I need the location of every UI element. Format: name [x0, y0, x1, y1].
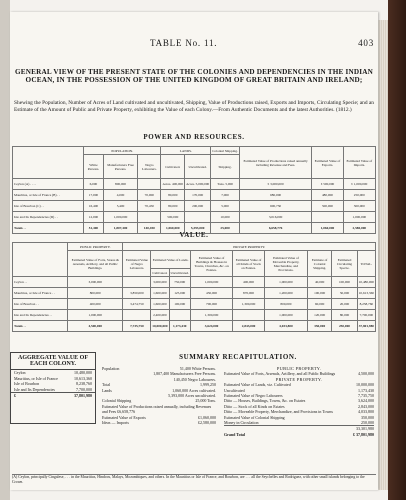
white-header: White Persons. [84, 155, 104, 179]
aggregate-total: £ 37,801,980 [11, 392, 95, 399]
table-row: Isle of Bourbon . . 400,000 3,474,750 1,600,000 100,000 700,000 1,300,000 800,000 60,000 20,000 8,238,760 [13, 299, 376, 310]
power-table [12, 146, 376, 234]
population-header: POPULATION. [84, 147, 161, 155]
aggregate-box [10, 352, 96, 424]
private-property-title: PRIVATE PROPERTY. [275, 376, 323, 382]
list-item: Mauritius, or Isle of France 10,613,360 [14, 375, 92, 381]
list-item: Isle and Its Dependencies 7,700,000 [14, 386, 92, 392]
aggregate-title: AGGREGATE VALUE OF EACH COLONY. [11, 353, 95, 370]
table-row: Isle of Bourbon (C) . . 16,400 5,400 70,450 80,000 200,000 5,000 600,730 500,000 300,000 [13, 201, 376, 212]
page-number: 403 [358, 38, 374, 48]
intro-paragraph: Shewing the Population, Number of Acres of Land cultivated and uncultivated, Shipping, Value of Productions raised, Exports and Imports, Circulating Specie; and an Estimate of the Amount of Public and Private Property, exhibiting the Value of each Colony.—From Authentic Documents and the latest Authorities. (1812.) [14, 100, 374, 113]
table-row: Mauritius, or Isle of France (B) . . 17,000 4,000 70,000 80,000 170,000 7,000 680,000 480,000 250,000 [13, 190, 376, 201]
private-total: 33,301,980 [356, 426, 374, 432]
table-row: Mauritius, or Isle of France . . 800,000 3,850,000 1,600,000 125,000 430,000 870,000 1,200,000 100,000 50,000 10,613,360 [13, 288, 376, 299]
private-property-header: PRIVATE PROPERTY. [123, 243, 376, 251]
summary-heading: SUMMARY RECAPITULATION. [179, 353, 297, 361]
shipping-subheader: Shipping. [211, 155, 240, 179]
book-page [10, 12, 378, 490]
table-row: Isle and Its Dependencies (D) . . 12,000 1,000,000 500,000 10,000 3,016,000 1,000,000 [13, 212, 376, 223]
productions-header: Estimated Value of Productions raised annually including Revenue and Fees. [239, 147, 311, 179]
value-table: PUBLIC PROPERTY. PRIVATE PROPERTY. Estimated Value of Forts, Stores & Arsenals, Artillery, and all Public Buildings. Estimated Value of Negro Labourers. Estimated Value of Lands. Estimated Value of Buildings & Houses in Towns, Churches, &c. on Estates. Estimated Value of all Kinds of Stock on Estates. Estimated Value of Moveable Property, Merchandize, and Provisions. Estimate of Colonial Shipping. Estimated Circulating Specie. TOTAL. Cultivated. Uncultivated. Ceylon . . 3,000,000 3,000,000 750,000 1,000,000 400,000 1,000,000 40,000 100,000 10,480,000 Mauritius, or Isle of France . . 800,000 3,850,000 1,600,000 125,000 430,000 870,000 1,200,000 100,000 50,000 10,613,360 Isle of Bourbon . . 400,000 3,474,750 1,600,000 100,000 700,000 1,300,000 800,000 60,000 20,000 8,238,760 Isle and Its Dependencies . . 1,000,000 2,400,000 1,300,000 1,000,000 120,000 80,000 7,700,000 Totals . . 4,500,000 7,735,750 10,000,000 1,173,430 3,624,000 2,843,000 4,033,800 350,000 250,000 37,801,980 [12, 242, 376, 332]
negro-header: Negro Labourers. [138, 155, 161, 179]
cultivated-header: Cultivated. [161, 155, 185, 179]
totals-row: Totals . . 51,400 1,807,400 140,450 1,060,000 5,393,000 25,000 6,658,776 1,060,000 2,580,000 [13, 223, 376, 234]
list-item: Isle of Bourbon 8,238,760 [14, 381, 92, 387]
summary-left: Population 51,400 White Persons. 1,807,400 Manufacturers Free Persons. 140,450 Negro Labourers. Total 1,999,250 Lands 1,060,000 Acres cultivated. 5,393,000 Acres uncultivated. Colonial Shipping 25,000 Tons. Estimated Value of Productions raised annually, including Revenues and Fees £6,658,776 Estimated Value of Exports £1,060,000 Ideas — Imports £2,580,000 [102, 366, 216, 426]
summary-right: PUBLIC PROPERTY. Estimated Value of Forts, Arsenals, Artillery, and all Public Buildings 4,500,000 PRIVATE PROPERTY. Estimated Value of Lands, viz. Cultivated 10,000,000 Uncultivated 1,173,430 Estimated Value of Negro Labourers 7,735,750 Ditto — Houses, Buildings, Towns, &c. on Estates 3,624,000 Ditto — Stock of all Kinds on Estates 2,843,000 Ditto — Moveable Property, Merchandize, and Provisions in Towns 4,033,800 Estimated Value of Colonial Shipping 350,000 Money in Circulation 250,000 33,301,980 Grand Total £ 37,801,980 [224, 366, 374, 437]
public-property-title: PUBLIC PROPERTY. [276, 366, 322, 371]
exports-header: Estimated Value of Exports. [312, 147, 343, 179]
public-property-header: PUBLIC PROPERTY. [68, 243, 123, 251]
shipping-header: Colonial Shipping. [212, 148, 238, 153]
table-title: TABLE No. 11. [150, 38, 218, 48]
footnote: (A) Ceylon, principally Cingalese, . . . in the Mauritius, Hindoos, Malays, Mozambiques, and others. In the Mauritius or Isle of France, and Bourbon, are . . . all the Seychelles and Rodriguez, with other small islands belonging to the Crown. [12, 474, 376, 485]
book-cover [388, 0, 406, 500]
power-heading: POWER AND RESOURCES. [143, 133, 245, 141]
table-row: Ceylon (A) . . . . 6,000 800,000 Acres. 400,000 Acres. 5,000,000 Tons. 5,000 £ 3,000,000 £ 500,000 £ 1,000,000 [13, 179, 376, 190]
table-row: Ceylon . . 3,000,000 3,000,000 750,000 1,000,000 400,000 1,000,000 40,000 100,000 10,480,000 [13, 277, 376, 288]
grand-total-row: Grand Total £ 37,801,980 [224, 431, 374, 437]
table-row: Isle and Its Dependencies . . 1,000,000 2,400,000 1,300,000 1,000,000 120,000 80,000 7,700,000 [13, 310, 376, 321]
uncultivated-header: Uncultivated. [185, 155, 211, 179]
totals-row: Totals . . 4,500,000 7,735,750 10,000,000 1,173,430 3,624,000 2,843,000 4,033,800 350,000 250,000 37,801,980 [13, 321, 376, 332]
imports-header: Estimated Value of Imports. [343, 147, 375, 179]
lands-header: LANDS. [161, 147, 211, 155]
value-heading: VALUE. [179, 231, 209, 239]
main-title: GENERAL VIEW OF THE PRESENT STATE OF THE COLONIES AND DEPENDENCIES IN THE INDIAN OCEAN, IN THE POSSESSION OF THE UNITED KINGDOM OF GREAT BRITAIN AND IRELAND; [14, 68, 374, 84]
free-header: Manufacturers Free Persons. [103, 155, 137, 179]
list-item: Ceylon 10,480,000 [14, 370, 92, 375]
book-spine-edge [0, 0, 10, 500]
